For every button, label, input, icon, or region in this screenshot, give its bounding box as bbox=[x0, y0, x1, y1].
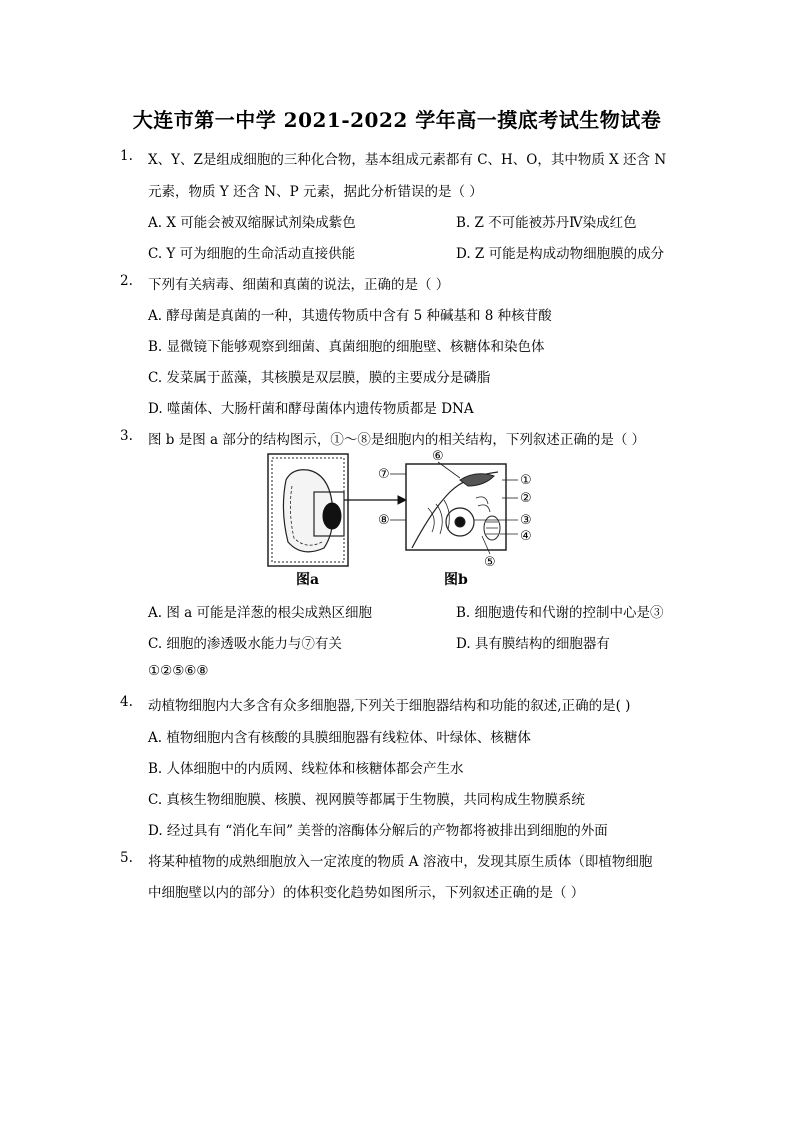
question-3-number: 3. bbox=[120, 428, 133, 444]
figure-arrow bbox=[344, 496, 406, 504]
question-1-number: 1. bbox=[120, 148, 133, 164]
page-title: 大连市第一中学 2021-2022 学年高一摸底考试生物试卷 bbox=[132, 108, 662, 132]
label-leaders bbox=[390, 462, 518, 554]
marker-2: ② bbox=[520, 491, 532, 506]
question-4-line-1: 动植物细胞内大多含有众多细胞器,下列关于细胞器结构和功能的叙述,正确的是( ) bbox=[148, 698, 631, 714]
question-3-option-a: A. 图 a 可能是洋葱的根尖成熟区细胞 bbox=[148, 605, 372, 621]
question-3-option-d-continued: ①②⑤⑥⑧ bbox=[148, 663, 209, 679]
question-5-line-1: 将某种植物的成熟细胞放入一定浓度的物质 A 溶液中，发现其原生质体（即植物细胞 bbox=[148, 854, 653, 870]
question-3-line-1: 图 b 是图 a 部分的结构图示，①～⑧是细胞内的相关结构，下列叙述正确的是（ ） bbox=[148, 432, 646, 448]
question-2-option-a: A. 酵母菌是真菌的一种，其遗传物质中含有 5 种碱基和 8 种核苷酸 bbox=[148, 308, 552, 324]
question-4-option-b: B. 人体细胞中的内质网、线粒体和核糖体都会产生水 bbox=[148, 761, 464, 777]
question-3-option-b: B. 细胞遗传和代谢的控制中心是③ bbox=[456, 605, 664, 621]
question-1-option-b: B. Z 不可能被苏丹Ⅳ染成红色 bbox=[456, 215, 637, 231]
cell-diagram bbox=[262, 450, 542, 590]
figure-b-detail bbox=[406, 464, 506, 550]
question-1-line-2: 元素，物质 Y 还含 N、P 元素，据此分析错误的是（ ） bbox=[148, 184, 483, 200]
question-2-option-c: C. 发菜属于蓝藻，其核膜是双层膜，膜的主要成分是磷脂 bbox=[148, 370, 491, 386]
marker-8: ⑧ bbox=[378, 513, 390, 528]
marker-1: ① bbox=[520, 473, 532, 488]
figure-b-label: 图b bbox=[444, 572, 468, 588]
question-4-option-a: A. 植物细胞内含有核酸的具膜细胞器有线粒体、叶绿体、核糖体 bbox=[148, 730, 531, 746]
question-1-option-a: A. X 可能会被双缩脲试剂染成紫色 bbox=[148, 215, 356, 231]
question-2-option-d: D. 噬菌体、大肠杆菌和酵母菌体内遗传物质都是 DNA bbox=[148, 401, 474, 417]
cell-structure-figure bbox=[262, 450, 542, 590]
question-2-option-b: B. 显微镜下能够观察到细菌、真菌细胞的细胞壁、核糖体和染色体 bbox=[148, 339, 545, 355]
question-4-option-d: D. 经过具有 “消化车间” 美誉的溶酶体分解后的产物都将被排出到细胞的外面 bbox=[148, 823, 608, 839]
question-1-option-d: D. Z 可能是构成动物细胞膜的成分 bbox=[456, 246, 665, 262]
question-3-option-c: C. 细胞的渗透吸水能力与⑦有关 bbox=[148, 636, 342, 652]
marker-6: ⑥ bbox=[432, 450, 444, 464]
question-3-option-d: D. 具有膜结构的细胞器有 bbox=[456, 636, 610, 652]
marker-4: ④ bbox=[520, 529, 532, 544]
question-2-line-1: 下列有关病毒、细菌和真菌的说法，正确的是（ ） bbox=[148, 277, 450, 293]
question-4-number: 4. bbox=[120, 694, 133, 710]
figure-a-cell bbox=[268, 454, 348, 566]
figure-a-label: 图a bbox=[296, 572, 320, 588]
marker-5: ⑤ bbox=[484, 555, 496, 570]
marker-3: ③ bbox=[520, 513, 532, 528]
question-1-line-1: X、Y、Z是组成细胞的三种化合物，基本组成元素都有 C、H、O，其中物质 X 还含 N bbox=[148, 152, 667, 168]
question-2-number: 2. bbox=[120, 273, 133, 289]
question-5-number: 5. bbox=[120, 850, 133, 866]
question-4-option-c: C. 真核生物细胞膜、核膜、视网膜等都属于生物膜，共同构成生物膜系统 bbox=[148, 792, 585, 808]
question-5-line-2: 中细胞壁以内的部分）的体积变化趋势如图所示，下列叙述正确的是（ ） bbox=[148, 885, 585, 901]
marker-7: ⑦ bbox=[378, 467, 390, 482]
question-1-option-c: C. Y 可为细胞的生命活动直接供能 bbox=[148, 246, 356, 262]
